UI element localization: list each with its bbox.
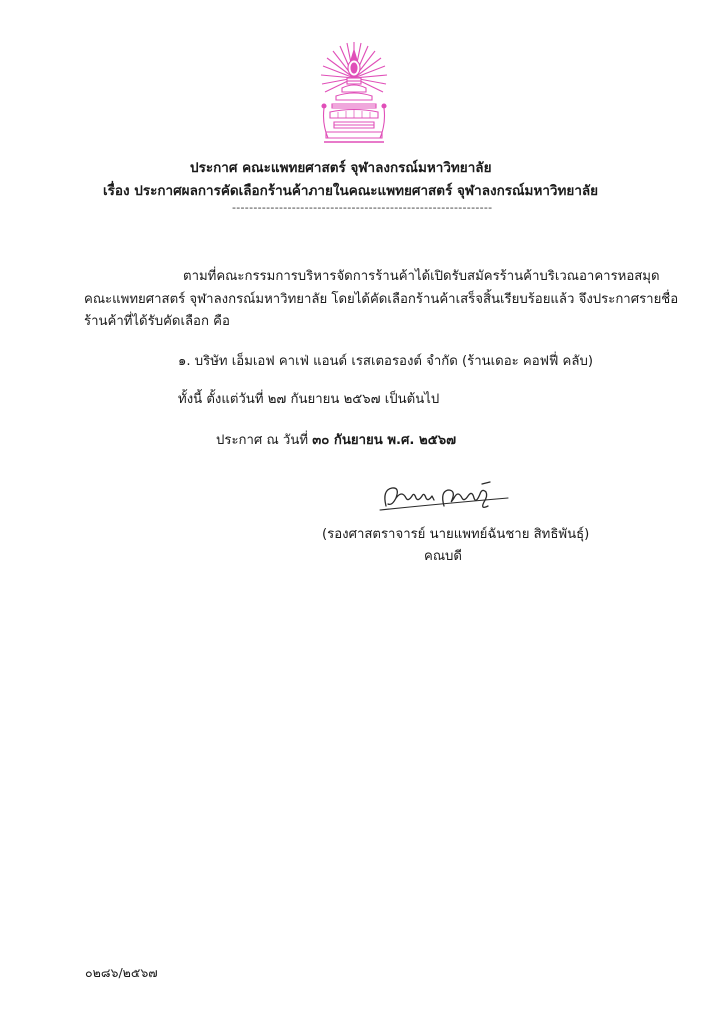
body-paragraph-line-3: ร้านค้าที่ได้รับคัดเลือก คือ <box>84 314 230 329</box>
document-number: ๐๒๘๖/๒๕๖๗ <box>85 965 158 980</box>
announcement-date-line <box>216 430 456 452</box>
announcement-subject: เรื่อง ประกาศผลการคัดเลือกร้านค้าภายในคณะแพทยศาสตร์ จุฬาลงกรณ์มหาวิทยาลัย <box>103 183 599 199</box>
header-divider: ------------------------------------------------------------- <box>232 201 493 214</box>
announcement-date-prefix: ประกาศ ณ วันที่ <box>216 433 313 448</box>
body-paragraph-line-1: ตามที่คณะกรรมการบริหารจัดการร้านค้าได้เปิดรับสมัครร้านค้าบริเวณอาคารหอสมุด <box>183 269 660 284</box>
announcement-title: ประกาศ คณะแพทยศาสตร์ จุฬาลงกรณ์มหาวิทยาลัย <box>190 160 492 176</box>
announcement-date: ๓๐ กันยายน พ.ศ. ๒๕๖๗ <box>312 433 456 448</box>
university-emblem-icon <box>318 38 390 146</box>
selected-shop-item-1: ๑. บริษัท เอ็มเอฟ คาเฟ่ แอนด์ เรสเตอรองต์ จำกัด (ร้านเดอะ คอฟฟี่ คลับ) <box>178 354 593 369</box>
effective-date-statement: ทั้งนี้ ตั้งแต่วันที่ ๒๗ กันยายน ๒๕๖๗ เป็นต้นไป <box>178 392 440 407</box>
signer-title: คณบดี <box>424 549 462 564</box>
signer-name: (รองศาสตราจารย์ นายแพทย์ฉันชาย สิทธิพันธุ์) <box>322 527 590 542</box>
signature-icon <box>378 476 518 516</box>
body-paragraph-line-2: คณะแพทยศาสตร์ จุฬาลงกรณ์มหาวิทยาลัย โดยได้คัดเลือกร้านค้าเสร็จสิ้นเรียบร้อยแล้ว จึงประกาศรายชื่อ <box>84 292 679 307</box>
